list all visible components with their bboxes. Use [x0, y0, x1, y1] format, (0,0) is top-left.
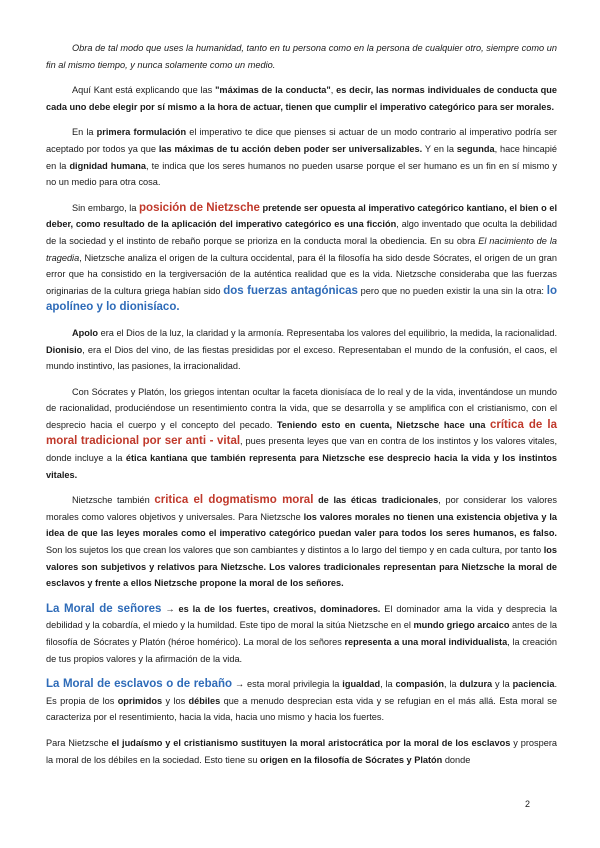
paragraph-moral-senores: La Moral de señores → es la de los fuertes, creativos, dominadores. El dominador ama la vida y desprecia la debilidad y la cobardía, el miedo y la humildad. Este tipo de moral la sitúa Nietzsche en el mundo griego arcaico antes de la filosofía de Sócrates y Platón (héroe homérico). La moral de los señores representa a una moral individualista, la creación de tus propios valores y la afirmación de la vida.: [46, 602, 557, 664]
paragraph-judaismo: Para Nietzsche el judaísmo y el cristianismo sustituyen la moral aristocrática por la moral de los esclavos y prospera la moral de los débiles en la sociedad. Esto tiene su origen en la filosofía de Sócrates y Platón donde: [46, 737, 557, 765]
paragraph-dogmatismo: Nietzsche también critica el dogmatismo moral de las éticas tradicionales, por considerar los valores morales como valores objetivos y universales. Para Nietzsche los valores morales no tienen una existencia objetiva y la idea de que las leyes morales como el imperativo categórico puedan valer para todos los seres humanos, es falso. Son los sujetos los que crean los valores que son cambiantes y distintos a lo largo del tiempo y en cada cultura, por tanto los valores son subjetivos y relativos para Nietzsche. Los valores tradicionales representan para Nietzsche la moral de esclavos y frente a ellos Nietzsche propone la moral de los señores.: [46, 494, 557, 589]
paragraph-apolo-dionisio: Apolo era el Dios de la luz, la claridad y la armonía. Representaba los valores del equilibrio, la medida, la racionalidad. Dionisio, era el Dios del vino, de las fiestas presididas por el exceso. Representaban el mundo de la confusión, el caos, el mundo instintivo, las pasiones, la irracionalidad.: [46, 327, 557, 372]
paragraph-maximas: Aquí Kant está explicando que las "máximas de la conducta", es decir, las normas individuales de conducta que cada uno debe elegir por sí mismo a la hora de actuar, tienen que cumplir el imperativo categórico para ser morales.: [46, 85, 558, 112]
paragraph-moral-esclavos: La Moral de esclavos o de rebaño → esta moral privilegia la igualdad, la compasión, la dulzura y la paciencia. Es propia de los oprimidos y los débiles que a menudo desprecian esta vida y se refugian en el más allá. Esta moral se caracteriza por el resentimiento, hacia la vida, hacia uno mismo y hacia los fuertes.: [46, 678, 558, 723]
paragraph-nietzsche-posicion: Sin embargo, la posición de Nietzsche pretende ser opuesta al imperativo categórico kantiano, el bien o el deber, como resultado de la aplicación del imperativo categórico es una ficción, algo inventado que oculta la debilidad de la sociedad y el instinto de rebaño porque se prioriza en la conducta moral la obediencia. En su obra El nacimiento de la tragedia, Nietzsche analiza el origen de la cultura occidental, para él la filosofía ha sido desde Sócrates, el origen de un gran error que ha consistido en la tergiversación de la auténtica realidad que es la vida. Nietzsche consideraba que las fuerzas originarias de la cultura griega habían sido dos fuerzas antagónicas pero que no pueden existir la una sin la otra: lo apolíneo y lo dionisíaco.: [46, 201, 558, 314]
page-number: 2: [524, 799, 530, 809]
document-page: [46, 40, 557, 768]
paragraph-formulaciones: En la primera formulación el imperativo te dice que pienses si actuar de un modo contrario al imperativo podría ser aceptado por todos ya que las máximas de tu acción deben poder ser universalizables. Y en la segunda, hace hincapié en la dignidad humana, te indica que los seres humanos no pueden usarse porque el ser humano es un fin en sí mismo y no un medio para otra cosa.: [46, 127, 557, 188]
kant-quote: Obra de tal modo que uses la humanidad, tanto en tu persona como en la persona de cualquier otro, siempre como un fin al mismo tiempo, y nunca solamente como un medio.: [46, 43, 557, 70]
paragraph-critica-moral: Con Sócrates y Platón, los griegos intentan ocultar la faceta dionisíaca de lo real y de la vida, inventándose un mundo de racionalidad, produciéndose un resentimiento contra la vida, que se desarrolla y se amplifica con el cristianismo, con el desprecio hacia el cuerpo y el concepto del pecado. Teniendo esto en cuenta, Nietzsche hace una crítica de la moral tradicional por ser anti - vital, pues presenta leyes que van en contra de los instintos y los valores vitales, donde incluye a la ética kantiana que también representa para Nietzsche ese desprecio hacia la vida y los instintos vitales.: [46, 386, 557, 480]
